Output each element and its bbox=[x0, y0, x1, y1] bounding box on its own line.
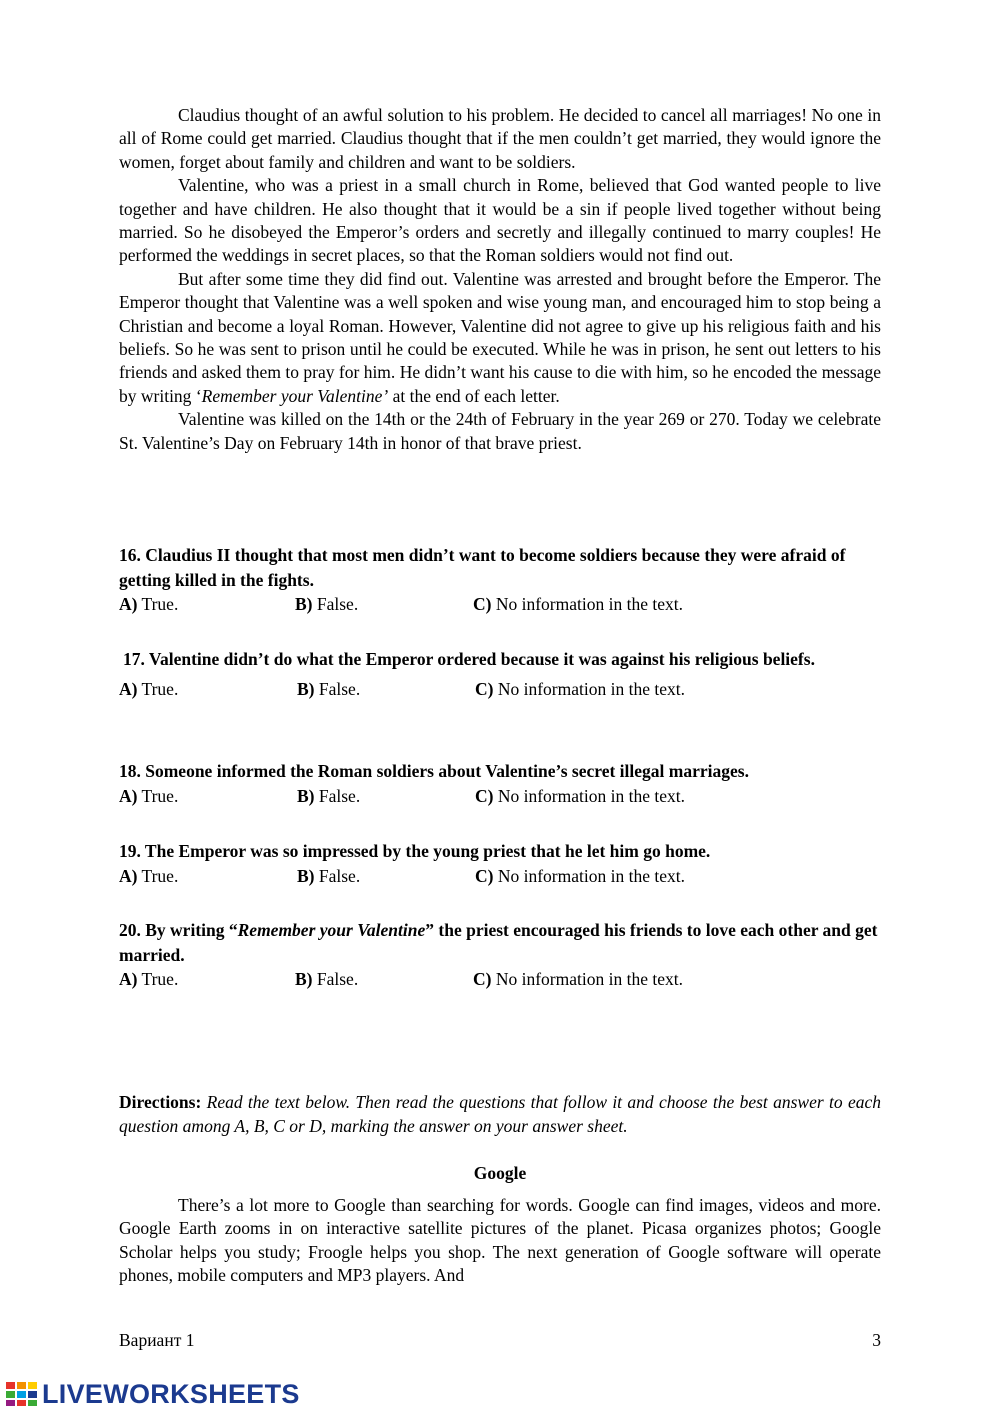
option-a[interactable]: A) True. bbox=[119, 679, 179, 699]
liveworksheets-wordmark: LIVEWORKSHEETS bbox=[42, 1378, 300, 1409]
option-c[interactable]: C) No information in the text. bbox=[473, 594, 683, 614]
question-16 bbox=[119, 543, 881, 616]
option-b[interactable]: B) False. bbox=[295, 594, 359, 614]
question-20-quote: Remember your Valentine bbox=[237, 920, 426, 940]
option-b[interactable]: B) False. bbox=[297, 865, 361, 886]
question-17-stem: 17. Valentine didn’t do what the Emperor ordered because it was against his religious beliefs. bbox=[123, 649, 815, 669]
story-paragraph-4: Valentine was killed on the 14th or the 24th of February in the year 269 or 270. Today we celebrate St. Valentine’s Day on February 14th in honor of that brave priest. bbox=[119, 409, 881, 453]
option-b[interactable]: B) False. bbox=[295, 969, 359, 989]
option-c[interactable]: C) No information in the text. bbox=[475, 679, 685, 699]
option-a[interactable]: A) True. bbox=[119, 865, 179, 886]
directions-text: Read the text below. Then read the questions that follow it and choose the best answer to each question among A, B, C or D, marking the answer on your answer sheet. bbox=[119, 1092, 881, 1137]
question-19-stem: 19. The Emperor was so impressed by the young priest that he let him go home. bbox=[119, 841, 711, 861]
question-19-options bbox=[119, 864, 881, 888]
option-a[interactable]: A) True. bbox=[119, 969, 179, 989]
variant-label: Вариант 1 bbox=[119, 1330, 195, 1350]
question-16-options bbox=[119, 592, 881, 616]
question-17-options bbox=[119, 676, 881, 700]
question-18-stem: 18. Someone informed the Roman soldiers about Valentine’s secret illegal marriages. bbox=[119, 761, 749, 781]
google-text bbox=[119, 1194, 881, 1288]
story-paragraph-3 bbox=[119, 268, 881, 408]
option-b[interactable]: B) False. bbox=[297, 679, 361, 699]
story-paragraph-2: Valentine, who was a priest in a small church in Rome, believed that God wanted people to live together and have children. He also thought that it would be a sin if people lived together without being married. So he disobeyed the Emperor’s orders and secretly and illegally continued to marry couples! He performed the weddings in secret places, so that the Roman soldiers would not find out. bbox=[119, 175, 881, 266]
liveworksheets-brand[interactable] bbox=[6, 1379, 300, 1409]
question-18 bbox=[119, 759, 881, 808]
option-c[interactable]: C) No information in the text. bbox=[473, 969, 683, 989]
question-20 bbox=[119, 918, 881, 991]
question-16-stem: 16. Claudius II thought that most men didn’t want to become soldiers because they were afraid of getting killed in the fights. bbox=[119, 545, 846, 590]
page-number: 3 bbox=[872, 1330, 881, 1350]
option-c[interactable]: C) No information in the text. bbox=[475, 865, 685, 886]
directions bbox=[119, 1090, 881, 1139]
directions-label: Directions: bbox=[119, 1092, 202, 1112]
liveworksheets-logo-icon bbox=[6, 1382, 38, 1406]
question-17 bbox=[119, 646, 881, 700]
google-title: Google bbox=[473, 1163, 527, 1183]
story-paragraph-1: Claudius thought of an awful solution to his problem. He decided to cancel all marriages! No one in all of Rome could get married. Claudius thought that if the men couldn’t get married, they would ignore the women, forget about family and children and want to be soldiers. bbox=[119, 105, 881, 172]
option-a[interactable]: A) True. bbox=[119, 594, 179, 614]
quote-tail: at the end of each letter. bbox=[388, 385, 560, 406]
question-19 bbox=[119, 839, 881, 888]
page-footer bbox=[119, 1330, 881, 1351]
google-paragraph: There’s a lot more to Google than searching for words. Google can find images, videos and more. Google Earth zooms in on interactive satellite pictures of the planet. Picasa organizes photos; Google Scholar helps you study; Froogle helps you shop. The next generation of Google software will operate phones, mobile computers and MP3 players. And bbox=[119, 1195, 881, 1286]
option-b[interactable]: B) False. bbox=[297, 785, 361, 806]
story-text bbox=[119, 104, 881, 455]
quote-italic: Remember your Valentine’ bbox=[201, 385, 389, 406]
option-c[interactable]: C) No information in the text. bbox=[475, 785, 685, 806]
question-18-options bbox=[119, 784, 881, 808]
quote-open: ‘ bbox=[195, 385, 202, 406]
question-20-options bbox=[119, 967, 881, 991]
option-a[interactable]: A) True. bbox=[119, 785, 179, 806]
question-20-stem: 20. By writing “Remember your Valentine” the priest encouraged his friends to love each other and get married. bbox=[119, 920, 878, 965]
story-paragraph-3-body: But after some time they did find out. Valentine was arrested and brought before the Emperor. The Emperor thought that Valentine was a well spoken and wise young man, and encouraged him to stop being a Christian and become a loyal Roman. However, Valentine did not agree to give up his religious faith and his beliefs. So he was sent to prison until he could be executed. While he was in prison, he sent out letters to his friends and asked them to pray for him. He didn’t want his cause to die with him, so he encoded the message by writing bbox=[119, 268, 881, 406]
